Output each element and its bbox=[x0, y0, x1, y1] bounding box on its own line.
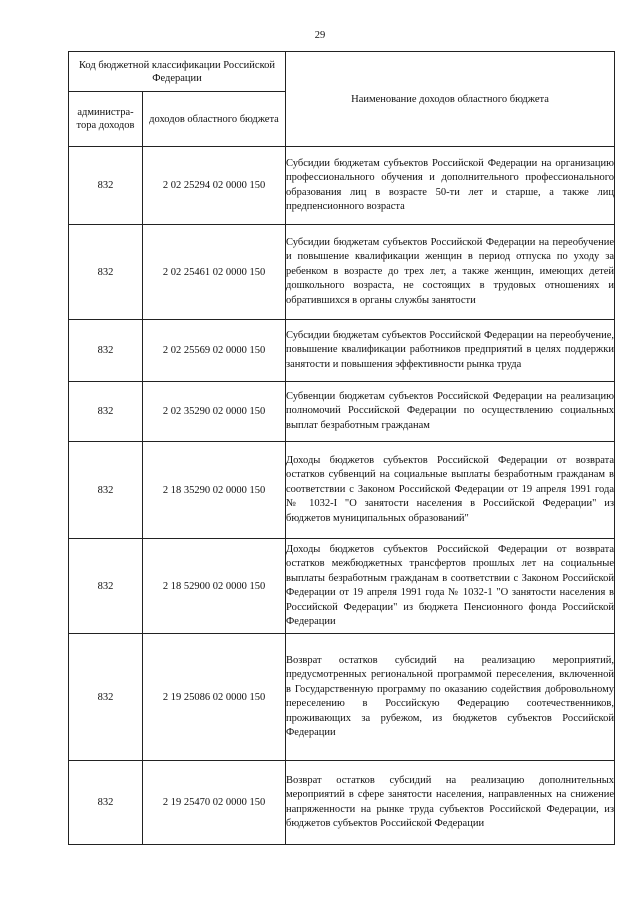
header-admin-column: администра-тора доходов bbox=[69, 92, 143, 147]
revenue-name-cell: Субвенции бюджетам субъектов Российской Федерации на реализацию полномочий Российской Федерации по осуществлению социальных выплат безработным гражданам bbox=[286, 382, 615, 442]
admin-code-cell: 832 bbox=[69, 225, 143, 320]
revenue-name-cell: Субсидии бюджетам субъектов Российской Федерации на переобучение и повышение квалификации женщин в период отпуска по уходу за ребенком в возрасте до трех лет, а также женщин, имеющих детей дошкольного возраста, не состоящих в трудовых отношениях и обратившихся в органы службы занятости bbox=[286, 225, 615, 320]
admin-code-cell: 832 bbox=[69, 442, 143, 539]
admin-code-cell: 832 bbox=[69, 634, 143, 761]
revenue-code-cell: 2 02 25569 02 0000 150 bbox=[143, 320, 286, 382]
budget-revenue-table bbox=[68, 51, 615, 845]
table-row bbox=[69, 634, 615, 761]
header-revenue-name: Наименование доходов областного бюджета bbox=[286, 52, 615, 147]
header-code-column: доходов областного бюджета bbox=[143, 92, 286, 147]
admin-code-cell: 832 bbox=[69, 320, 143, 382]
revenue-code-cell: 2 19 25086 02 0000 150 bbox=[143, 634, 286, 761]
table-row bbox=[69, 147, 615, 225]
revenue-code-cell: 2 02 35290 02 0000 150 bbox=[143, 382, 286, 442]
admin-code-cell: 832 bbox=[69, 147, 143, 225]
revenue-name-cell: Возврат остатков субсидий на реализацию мероприятий, предусмотренных региональной программой переселения, включенной в Государственную программу по оказанию содействия добровольному переселению в Российскую Федерацию соотечественников, проживающих за рубежом, из бюджетов субъектов Российской Федерации bbox=[286, 634, 615, 761]
header-classification-code: Код бюджетной классификации Российской Федерации bbox=[69, 52, 286, 92]
revenue-code-cell: 2 02 25461 02 0000 150 bbox=[143, 225, 286, 320]
table-row bbox=[69, 382, 615, 442]
admin-code-cell: 832 bbox=[69, 539, 143, 634]
revenue-name-cell: Возврат остатков субсидий на реализацию дополнительных мероприятий в сфере занятости населения, направленных на снижение напряженности на рынке труда субъектов Российской Федерации, из бюджетов субъектов Российской Федерации bbox=[286, 761, 615, 845]
table-row bbox=[69, 761, 615, 845]
table-row bbox=[69, 442, 615, 539]
revenue-code-cell: 2 18 35290 02 0000 150 bbox=[143, 442, 286, 539]
revenue-name-cell: Субсидии бюджетам субъектов Российской Федерации на переобучение, повышение квалификации работников предприятий в целях поддержки занятости и повышения эффективности рынка труда bbox=[286, 320, 615, 382]
revenue-code-cell: 2 02 25294 02 0000 150 bbox=[143, 147, 286, 225]
revenue-code-cell: 2 18 52900 02 0000 150 bbox=[143, 539, 286, 634]
admin-code-cell: 832 bbox=[69, 382, 143, 442]
admin-code-cell: 832 bbox=[69, 761, 143, 845]
revenue-name-cell: Субсидии бюджетам субъектов Российской Федерации на организацию профессионального обучения и дополнительного профессионального образования лиц в возрасте 50-ти лет и старше, а также лиц предпенсионного возраста bbox=[286, 147, 615, 225]
table-row bbox=[69, 539, 615, 634]
table-header-row-1 bbox=[69, 52, 615, 92]
table-row bbox=[69, 320, 615, 382]
revenue-name-cell: Доходы бюджетов субъектов Российской Федерации от возврата остатков межбюджетных трансфертов прошлых лет на социальные выплаты безработным гражданам в соответствии с Законом Российской Федерации от 19 апреля 1991 года № 1032-1 "О занятости населения в Российской Федерации" из бюджета Пенсионного фонда Российской Федерации bbox=[286, 539, 615, 634]
revenue-name-cell: Доходы бюджетов субъектов Российской Федерации от возврата остатков субвенций на социальные выплаты безработным гражданам в соответствии с Законом Российской Федерации от 19 апреля 1991 года № 1032-I "О занятости населения в Российской Федерации" из бюджетов муниципальных образований" bbox=[286, 442, 615, 539]
table-row bbox=[69, 225, 615, 320]
revenue-code-cell: 2 19 25470 02 0000 150 bbox=[143, 761, 286, 845]
page-number: 29 bbox=[314, 30, 326, 41]
